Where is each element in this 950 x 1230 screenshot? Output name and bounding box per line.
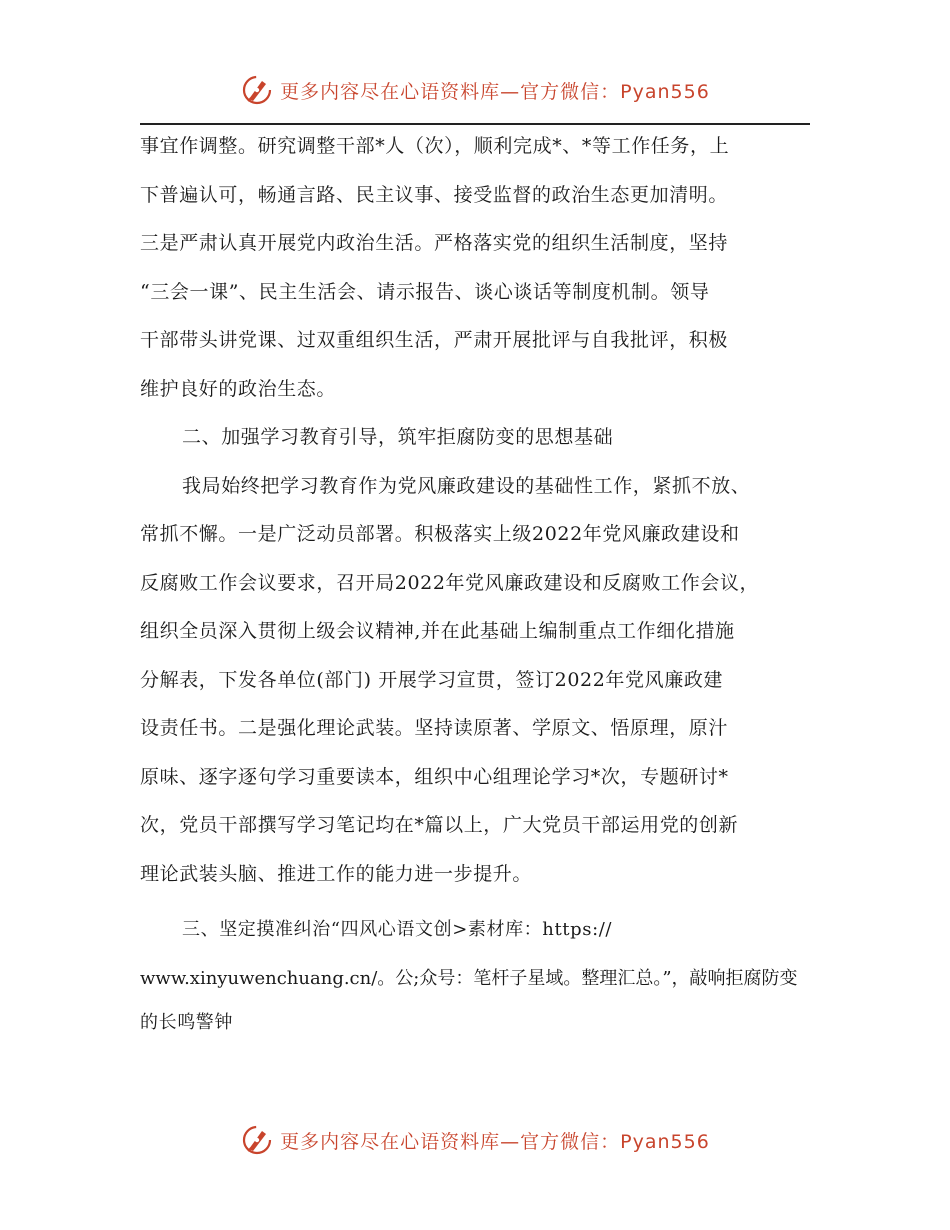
header-banner-text: 更多内容尽在心语资料库—官方微信：Pyan556: [280, 80, 710, 103]
header-banner: [0, 68, 950, 112]
text-line: 组织全员深入贯彻上级会议精神,并在此基础上编制重点工作细化措施: [140, 620, 735, 642]
footer-banner: [0, 1118, 950, 1162]
text-line-url: www.xinyuwenchuang.cn/。公;众号：笔杆子星域。整理汇总。”，敲响拒腐防变: [140, 967, 798, 989]
quill-pen-logo-icon: [240, 1123, 274, 1157]
text-line: 反腐败工作会议要求，召开局2022年党风廉政建设和反腐败工作会议，: [140, 571, 760, 594]
text-line: 次，党员干部撰写学习笔记均在*篇以上，广大党员干部运用党的创新: [140, 814, 739, 836]
text-line: 我局始终把学习教育作为党风廉政建设的基础性工作，紧抓不放、: [182, 474, 751, 497]
quill-pen-logo-icon: [240, 73, 274, 107]
text-line: 三是严肃认真开展党内政治生活。严格落实党的组织生活制度，坚持: [140, 232, 729, 254]
text-line: 维护良好的政治生态。: [140, 377, 337, 400]
text-line: 常抓不懈。一是广泛动员部署。积极落实上级2022年党风廉政建设和: [140, 523, 740, 545]
text-line: 分解表，下发各单位(部门) 开展学习宣贯，签订2022年党风廉政建: [140, 668, 724, 691]
text-line: 理论武装头脑、推进工作的能力进一步提升。: [140, 862, 533, 885]
section-heading-3: 三、坚定摸准纠治“四风心语文创>素材库：https://: [182, 919, 613, 940]
text-line: 设责任书。二是强化理论武装。坚持读原著、学原文、悟原理，原汁: [140, 717, 729, 739]
text-line: 事宜作调整。研究调整干部*人（次），顺利完成*、*等工作任务，上: [140, 135, 730, 157]
text-line: 原味、逐字逐句学习重要读本，组织中心组理论学习*次，专题研讨*: [140, 765, 729, 788]
text-line: 的长鸣警钟: [140, 1012, 233, 1033]
text-line: 干部带头讲党课、过双重组织生活，严肃开展批评与自我批评，积极: [140, 329, 729, 351]
text-line: 下普遍认可，畅通言路、民主议事、接受监督的政治生态更加清明。: [140, 183, 729, 206]
footer-banner-text: 更多内容尽在心语资料库—官方微信：Pyan556: [280, 1130, 710, 1153]
text-line: “三会一课”、民主生活会、请示报告、谈心谈话等制度机制。领导: [140, 280, 710, 303]
document-body: [140, 122, 810, 1043]
section-heading-2: 二、加强学习教育引导，筑牢拒腐防变的思想基础: [182, 426, 614, 448]
